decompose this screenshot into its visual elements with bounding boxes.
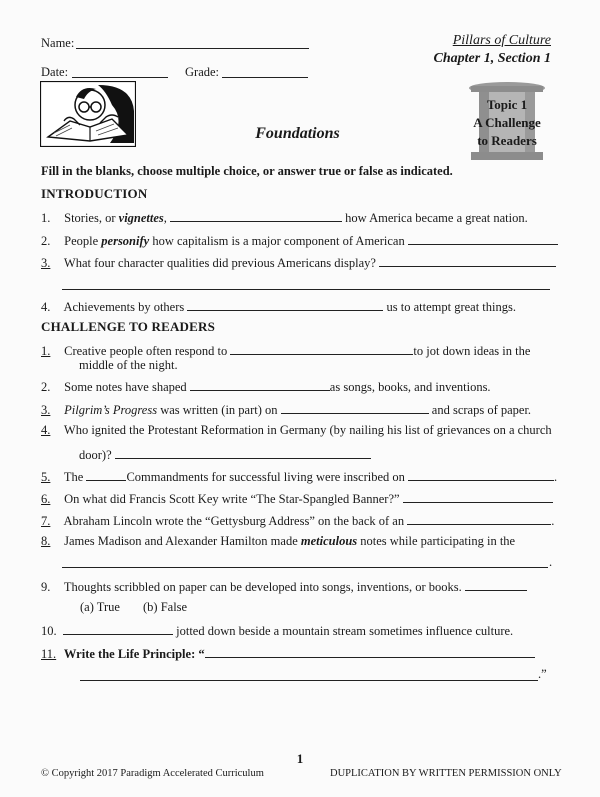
answer-blank[interactable] xyxy=(465,578,527,591)
intro-question-3: 3. What four character qualities did previous Americans display? xyxy=(41,254,556,271)
name-label: Name: xyxy=(41,36,75,50)
copyright: © Copyright 2017 Paradigm Accelerated Curriculum xyxy=(41,768,264,779)
intro-question-2: 2. People personify how capitalism is a major component of American xyxy=(41,232,558,249)
answer-blank[interactable] xyxy=(407,512,551,525)
date-field[interactable] xyxy=(72,77,168,78)
answer-blank[interactable] xyxy=(170,209,342,222)
lesson-title: Foundations xyxy=(255,125,340,142)
challenge-question-1-cont: middle of the night. xyxy=(79,358,178,372)
topic-line-2: A Challenge xyxy=(473,115,541,130)
challenge-question-8: 8. James Madison and Alexander Hamilton made meticulous notes while participating in the xyxy=(41,534,516,548)
page-number: 1 xyxy=(296,751,304,766)
challenge-question-3: 3. Pilgrim’s Progress was written (in part) on and scraps of paper. xyxy=(41,403,532,417)
section-challenge: CHALLENGE TO READERS xyxy=(41,319,216,334)
challenge-question-4: 4. Who ignited the Protestant Reformation in Germany (by nailing his list of grievances on a church xyxy=(41,423,552,437)
challenge-question-4-cont: door)? xyxy=(79,446,371,463)
name-field[interactable] xyxy=(76,48,309,49)
chapter-label: Chapter 1, Section 1 xyxy=(433,51,551,66)
answer-blank[interactable] xyxy=(63,622,173,635)
date-label: Date: xyxy=(41,65,69,79)
challenge-question-7: 7. Abraham Lincoln wrote the “Gettysburg Address” on the back of an . xyxy=(41,514,555,528)
answer-blank[interactable] xyxy=(379,254,556,267)
instructions: Fill in the blanks, choose multiple choice, or answer true or false as indicated. xyxy=(41,164,453,178)
period: . xyxy=(549,555,553,569)
answer-line[interactable] xyxy=(62,567,548,568)
challenge-question-11: 11. Write the Life Principle: “ xyxy=(41,645,535,662)
section-introduction: INTRODUCTION xyxy=(41,186,148,201)
closing-quote: .” xyxy=(538,667,547,681)
intro-question-1: 1. Stories, or vignettes, how America became a great nation. xyxy=(41,211,528,225)
option-false[interactable]: (b) False xyxy=(143,600,188,614)
answer-blank[interactable] xyxy=(408,232,558,245)
answer-blank[interactable] xyxy=(403,490,553,503)
grade-field[interactable] xyxy=(222,77,308,78)
challenge-question-5: 5. The Commandments for successful living were inscribed on . xyxy=(41,470,558,484)
answer-blank[interactable] xyxy=(408,468,554,481)
grade-label: Grade: xyxy=(185,65,220,79)
topic-line-1: Topic 1 xyxy=(486,97,528,112)
book-title: Pillars of Culture xyxy=(452,33,551,48)
answer-blank[interactable] xyxy=(205,645,535,658)
answer-blank[interactable] xyxy=(115,446,371,459)
answer-blank[interactable] xyxy=(190,378,330,391)
challenge-question-2: 2. Some notes have shaped as songs, books, and inventions. xyxy=(41,380,491,394)
topic-line-3: to Readers xyxy=(477,133,537,148)
answer-blank[interactable] xyxy=(281,401,429,414)
permission-notice: DUPLICATION BY WRITTEN PERMISSION ONLY xyxy=(330,768,562,779)
reader-illustration xyxy=(40,81,136,147)
answer-blank[interactable] xyxy=(230,342,413,355)
answer-line[interactable] xyxy=(62,289,550,290)
answer-blank[interactable] xyxy=(187,298,383,311)
challenge-question-10: 10. jotted down beside a mountain stream sometimes influence culture. xyxy=(41,624,514,638)
intro-question-4: 4. Achievements by others us to attempt great things. xyxy=(41,300,516,314)
answer-line[interactable] xyxy=(80,680,538,681)
answer-blank[interactable] xyxy=(86,468,126,481)
challenge-question-1: 1. Creative people often respond to to jot down ideas in the xyxy=(41,344,531,358)
challenge-question-9: 9. Thoughts scribbled on paper can be developed into songs, inventions, or books. xyxy=(41,578,527,595)
option-true[interactable]: (a) True xyxy=(80,600,120,614)
challenge-question-6: 6. On what did Francis Scott Key write “The Star-Spangled Banner?” xyxy=(41,490,553,507)
